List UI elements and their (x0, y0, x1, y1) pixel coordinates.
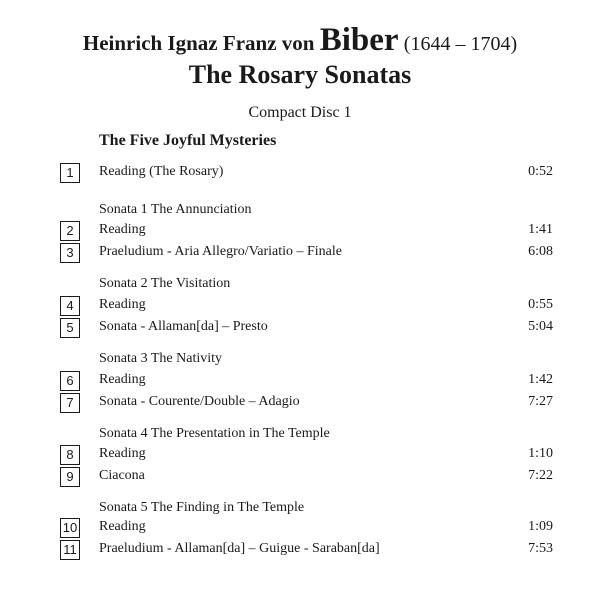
track-duration: 6:08 (528, 244, 553, 259)
track-row (0, 540, 600, 560)
track-title: Reading (99, 372, 146, 387)
track-number: 5 (60, 318, 80, 338)
sonata-heading: Sonata 5 The Finding in The Temple (99, 500, 305, 515)
track-row (0, 393, 600, 413)
track-duration: 5:04 (528, 319, 553, 334)
track-number: 9 (60, 467, 80, 487)
track-number: 4 (60, 296, 80, 316)
track-duration: 7:27 (528, 394, 553, 409)
track-row (0, 318, 600, 338)
track-row (0, 445, 600, 465)
track-duration: 1:09 (528, 519, 553, 534)
track-number: 11 (60, 540, 80, 560)
track-number: 10 (60, 518, 80, 538)
track-row (0, 296, 600, 316)
track-row (0, 163, 600, 183)
track-number: 8 (60, 445, 80, 465)
track-number: 3 (60, 243, 80, 263)
album-title: The Rosary Sonatas (188, 60, 412, 89)
track-number: 6 (60, 371, 80, 391)
track-row (0, 221, 600, 241)
track-duration: 1:41 (528, 222, 553, 237)
composer-surname: Biber (319, 22, 399, 58)
track-title: Reading (99, 519, 146, 534)
track-title: Reading (99, 222, 146, 237)
track-number: 1 (60, 163, 80, 183)
sonata-heading: Sonata 1 The Annunciation (99, 202, 252, 217)
track-row (0, 518, 600, 538)
track-row (0, 243, 600, 263)
composer-dates: (1644 – 1704) (403, 33, 518, 55)
track-title: Reading (99, 446, 146, 461)
section-title: The Five Joyful Mysteries (99, 132, 277, 149)
track-title: Reading (The Rosary) (99, 164, 224, 179)
composer-heading (0, 22, 600, 59)
track-row (0, 467, 600, 487)
track-title: Reading (99, 297, 146, 312)
composer-given-names: Heinrich Ignaz Franz von (82, 31, 315, 55)
track-title: Sonata - Allaman[da] – Presto (99, 319, 268, 334)
track-duration: 7:22 (528, 468, 553, 483)
track-duration: 0:55 (528, 297, 553, 312)
track-number: 2 (60, 221, 80, 241)
sonata-heading: Sonata 3 The Nativity (99, 351, 222, 366)
track-row (0, 371, 600, 391)
track-title: Praeludium - Allaman[da] – Guigue - Saraban[da] (99, 541, 380, 556)
track-duration: 1:10 (528, 446, 553, 461)
track-title: Sonata - Courente/Double – Adagio (99, 394, 300, 409)
sonata-heading: Sonata 4 The Presentation in The Temple (99, 426, 330, 441)
track-duration: 1:42 (528, 372, 553, 387)
disc-label: Compact Disc 1 (248, 104, 352, 121)
track-title: Ciacona (99, 468, 145, 483)
sonata-heading: Sonata 2 The Visitation (99, 276, 231, 291)
track-title: Praeludium - Aria Allegro/Variatio – Finale (99, 244, 343, 259)
track-duration: 0:52 (528, 164, 553, 179)
track-number: 7 (60, 393, 80, 413)
track-duration: 7:53 (528, 541, 553, 556)
